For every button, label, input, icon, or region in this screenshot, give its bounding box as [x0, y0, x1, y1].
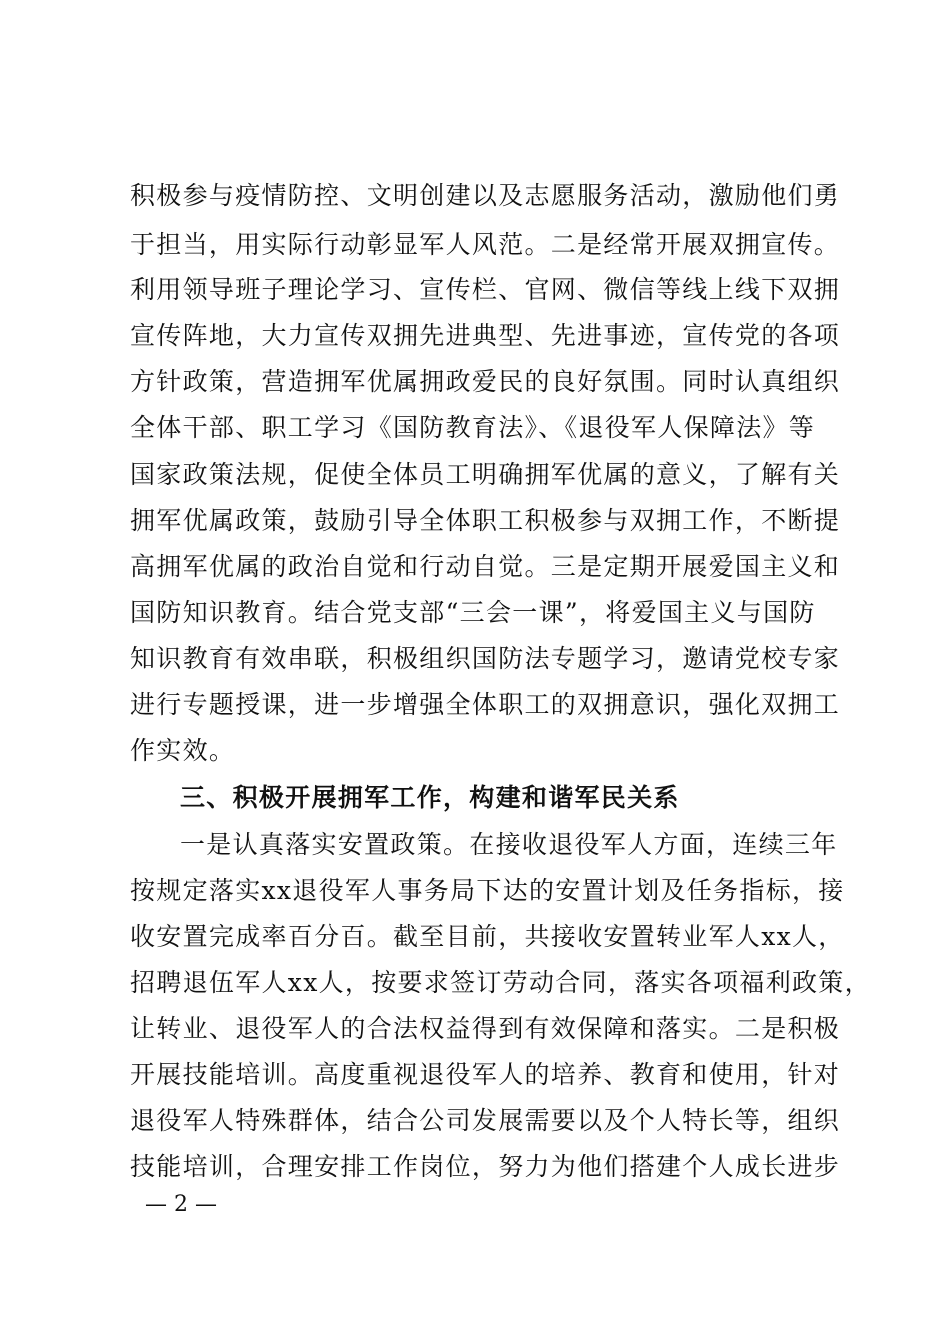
paragraph-line: 让转业、退役军人的合法权益得到有效保障和落实。二是积极: [130, 1014, 841, 1043]
paragraph-line: 一是认真落实安置政策。在接收退役军人方面，连续三年: [180, 830, 838, 859]
paragraph-line: 国防知识教育。结合党支部“三会一课”，将爱国主义与国防: [130, 598, 816, 627]
paragraph-line: 国家政策法规，促使全体员工明确拥军优属的意义，了解有关: [130, 460, 841, 489]
paragraph-line: 技能培训，合理安排工作岗位，努力为他们搭建个人成长进步: [130, 1152, 841, 1181]
paragraph-line: 积极参与疫情防控、文明创建以及志愿服务活动，激励他们勇: [130, 181, 841, 210]
paragraph-line: 于担当，用实际行动彰显军人风范。二是经常开展双拥宣传。: [130, 230, 841, 259]
paragraph-line: 招聘退伍军人xx人，按要求签订劳动合同，落实各项福利政策，: [130, 968, 871, 997]
paragraph-line: 退役军人特殊群体，结合公司发展需要以及个人特长等，组织: [130, 1106, 841, 1135]
page-number: — 2 —: [145, 1192, 217, 1217]
paragraph-line: 方针政策，营造拥军优属拥政爱民的良好氛围。同时认真组织: [130, 367, 841, 396]
paragraph-line: 高拥军优属的政治自觉和行动自觉。三是定期开展爱国主义和: [130, 552, 841, 581]
paragraph-line: 全体干部、职工学习《国防教育法》、《退役军人保障法》等: [130, 413, 816, 442]
paragraph-line: 进行专题授课，进一步增强全体职工的双拥意识，强化双拥工: [130, 690, 841, 719]
paragraph-line: 收安置完成率百分百。截至目前，共接收安置转业军人xx人，: [130, 922, 845, 951]
section-heading: 三、积极开展拥军工作，构建和谐军民关系: [180, 783, 680, 812]
paragraph-line: 按规定落实xx退役军人事务局下达的安置计划及任务指标，接: [130, 876, 845, 905]
paragraph-line: 利用领导班子理论学习、宣传栏、官网、微信等线上线下双拥: [130, 275, 841, 304]
paragraph-line: 作实效。: [130, 736, 236, 765]
paragraph-line: 宣传阵地，大力宣传双拥先进典型、先进事迹，宣传党的各项: [130, 321, 841, 350]
paragraph-line: 开展技能培训。高度重视退役军人的培养、教育和使用，针对: [130, 1060, 841, 1089]
paragraph-line: 知识教育有效串联，积极组织国防法专题学习，邀请党校专家: [130, 644, 841, 673]
paragraph-line: 拥军优属政策，鼓励引导全体职工积极参与双拥工作，不断提: [130, 506, 841, 535]
